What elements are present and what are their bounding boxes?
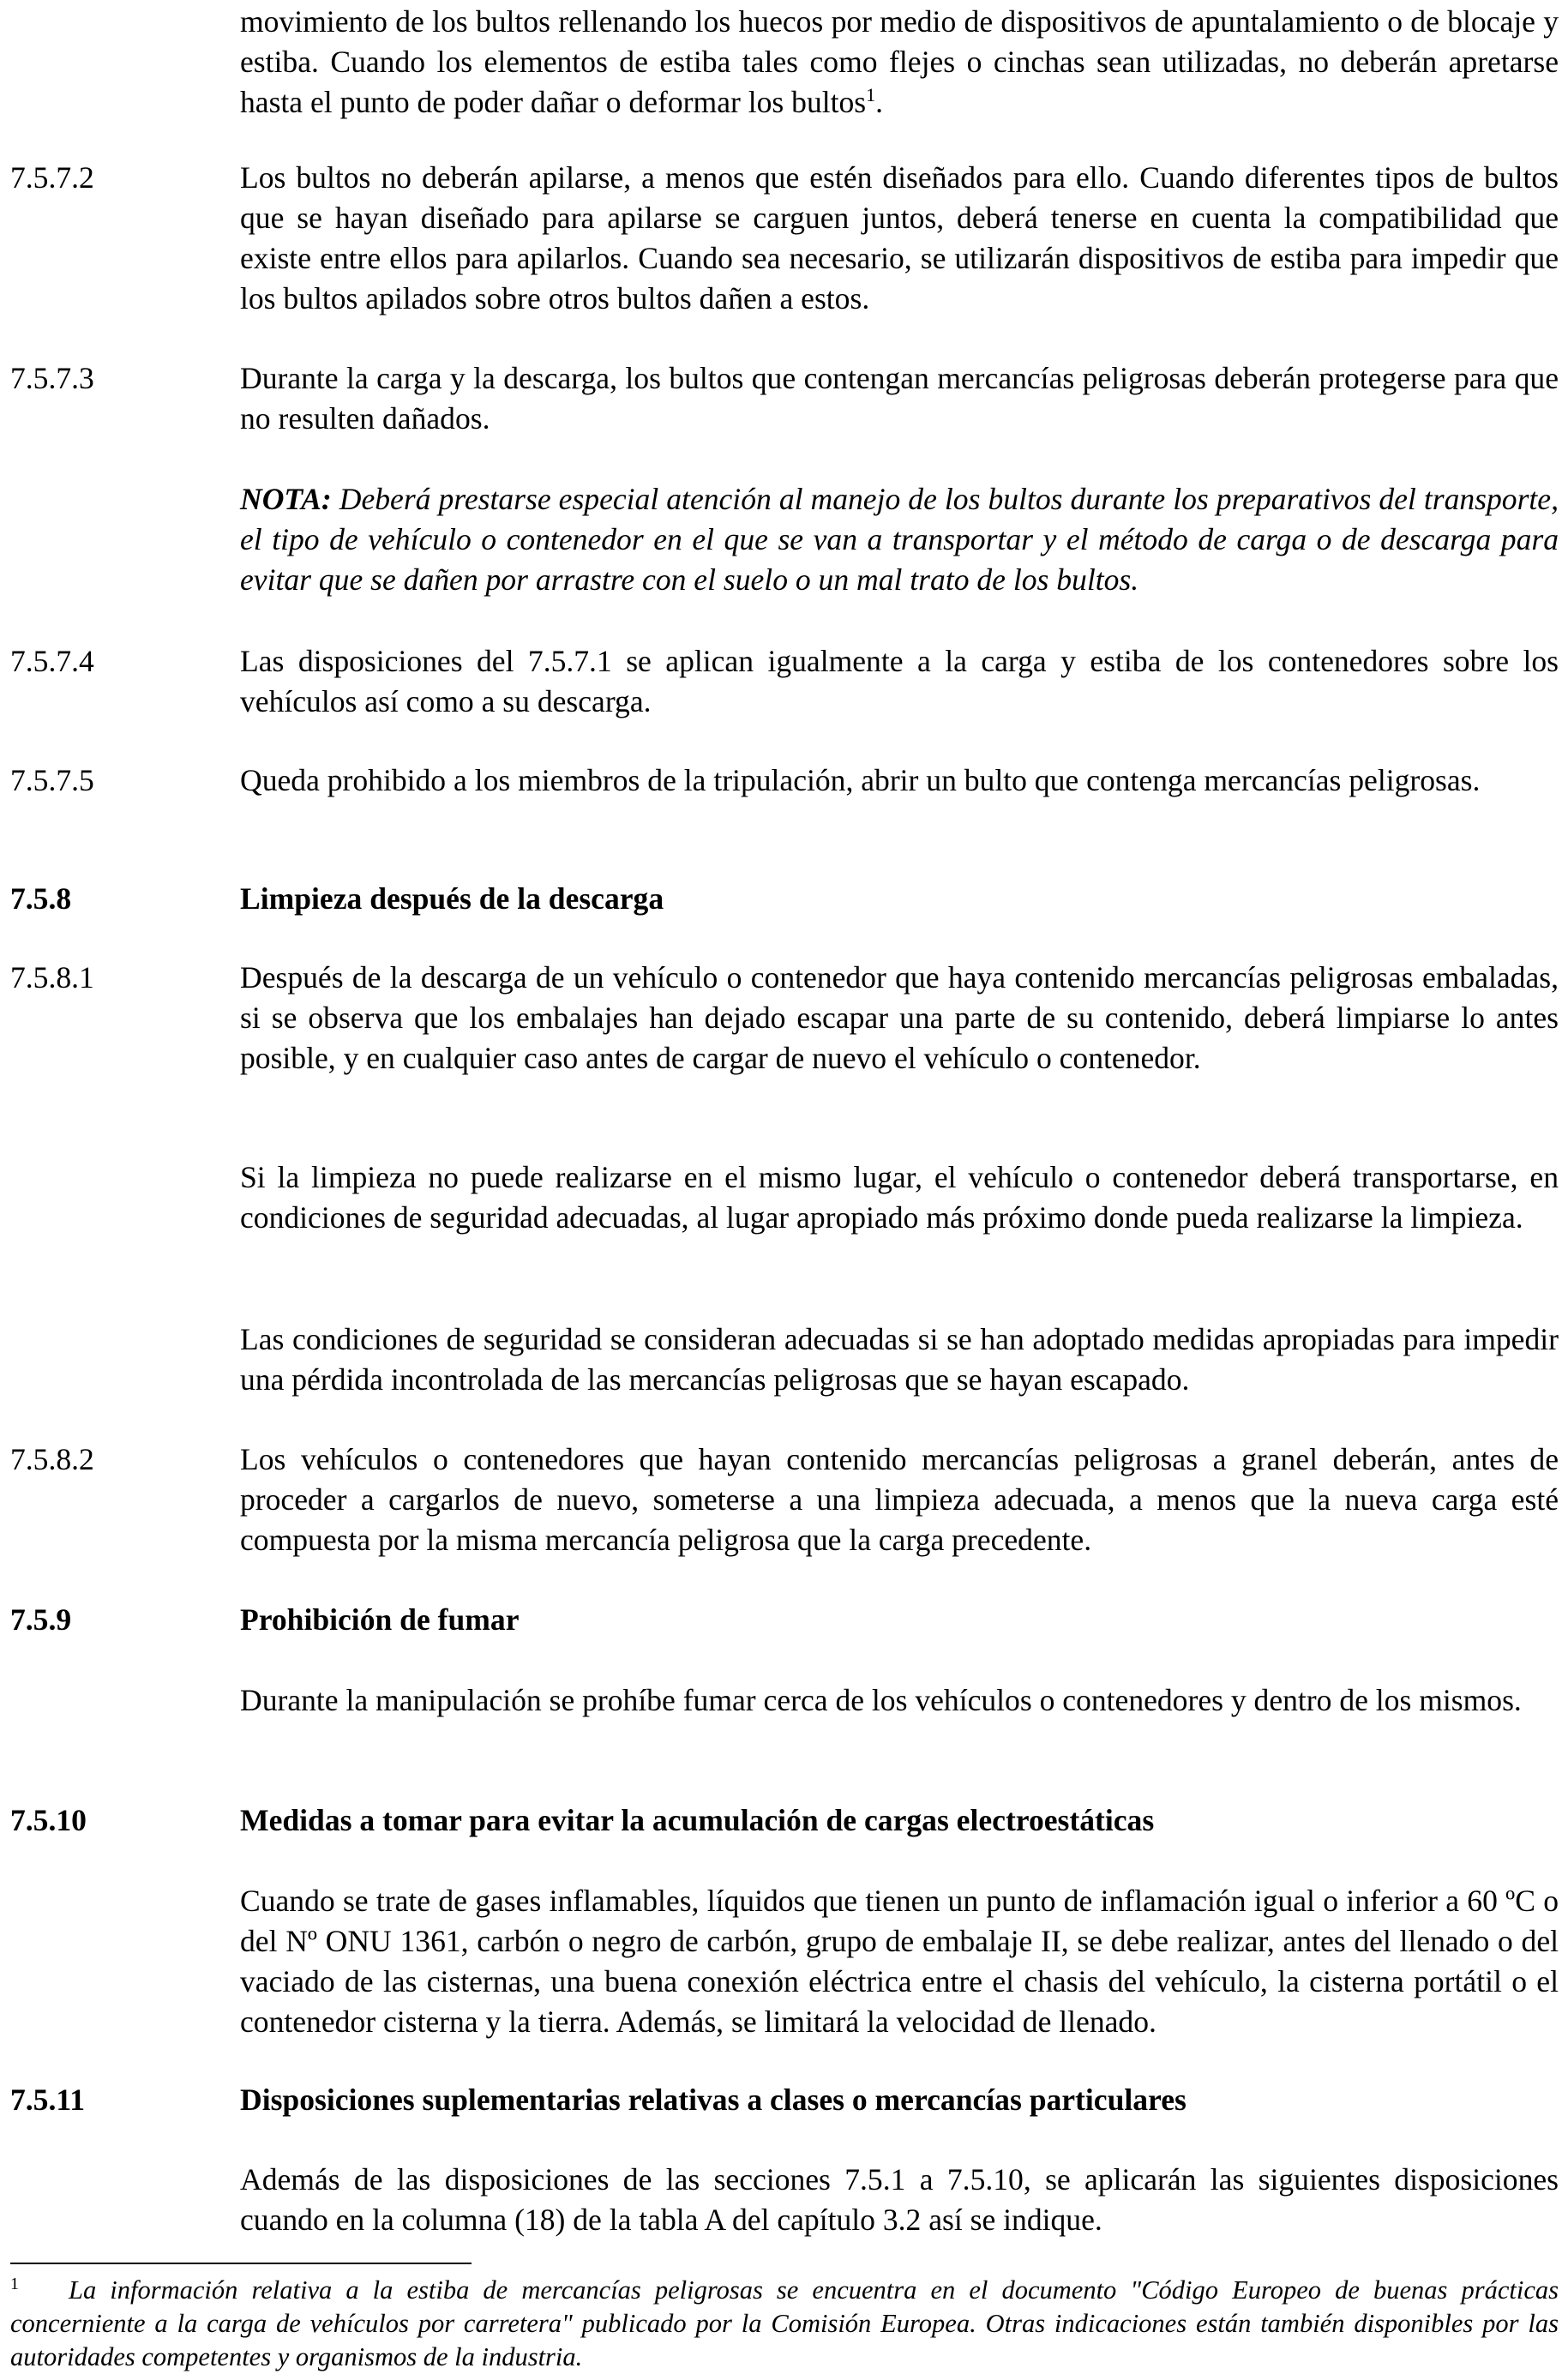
heading-7511: Disposiciones suplementarias relativas a clases o mercancías particulares [240,2082,1187,2117]
section-text-7581-p3: Las condiciones de seguridad se consideran adecuadas si se han adoptado medidas apropiadas para impedir una pérdida incontrolada de las mercancías peligrosas que se hayan escapado. [240,1322,1559,1397]
section-text-7581-p1: Después de la descarga de un vehículo o contenedor que haya contenido mercancías peligrosas embaladas, si se observa que los embalajes han dejado escapar una parte de su contenido, deberá limpiarse lo antes posible, y en cualquier caso antes de cargar de nuevo el vehículo o contenedor. [240,960,1559,1075]
note-paragraph [240,479,1559,600]
footnote-mark: 1 [10,2274,19,2293]
heading-number-7511: 7.5.11 [10,2082,85,2117]
section-text-7573: Durante la carga y la descarga, los bultos que contengan mercancías peligrosas deberán protegerse para que no resulten dañados. [240,361,1559,436]
section-text-7510: Cuando se trate de gases inflamables, líquidos que tienen un punto de inflamación igual o inferior a 60 ºC o del Nº ONU 1361, carbón o negro de carbón, grupo de embalaje II, se debe realizar, antes del llenado o del vaciado de las cisternas, una buena conexión eléctrica entre el chasis del vehículo, la cisterna portátil o el contenedor cisterna y la tierra. Además, se limitará la velocidad de llenado. [240,1884,1559,2039]
section-text-7582: Los vehículos o contenedores que hayan contenido mercancías peligrosas a granel deberán, antes de proceder a cargarlos de nuevo, someterse a una limpieza adecuada, a menos que la nueva carga esté compuesta por la misma mercancía peligrosa que la carga precedente. [240,1442,1559,1557]
heading-number-758: 7.5.8 [10,881,72,916]
section-number-7575: 7.5.7.5 [10,763,94,797]
footnote-separator [10,2263,472,2264]
section-number-7573: 7.5.7.3 [10,361,94,395]
footnote-text: La información relativa a la estiba de mercancías peligrosas se encuentra en el documento "Código Europeo de buenas prácticas concerniente a la carga de vehículos por carretera" publicado por la Comisión Europea. Otras indicaciones están también disponibles por las autoridades competentes y organismos de la industria. [10,2275,1559,2371]
section-text-759: Durante la manipulación se prohíbe fumar cerca de los vehículos o contenedores y dentro de los mismos. [240,1683,1522,1717]
heading-759: Prohibición de fumar [240,1602,520,1637]
footnote-reference[interactable]: 1 [866,84,876,106]
section-text-7574: Las disposiciones del 7.5.7.1 se aplican igualmente a la carga y estiba de los contenedores sobre los vehículos así como a su descarga. [240,644,1559,718]
heading-number-7510: 7.5.10 [10,1803,87,1837]
heading-758: Limpieza después de la descarga [240,881,664,916]
heading-7510: Medidas a tomar para evitar la acumulación de cargas electroestáticas [240,1803,1155,1837]
section-number-7572: 7.5.7.2 [10,160,94,195]
section-text-7581-p2: Si la limpieza no puede realizarse en el mismo lugar, el vehículo o contenedor deberá transportarse, en condiciones de seguridad adecuadas, al lugar apropiado más próximo donde pueda realizarse la limpieza. [240,1160,1559,1235]
heading-number-759: 7.5.9 [10,1602,72,1637]
section-text-7575: Queda prohibido a los miembros de la tripulación, abrir un bulto que contenga mercancías peligrosas. [240,763,1481,797]
intro-paragraph: movimiento de los bultos rellenando los huecos por medio de dispositivos de apuntalamiento o de blocaje y estiba. Cuando los elementos de estiba tales como flejes o cinchas sean utilizadas, no deberán apretarse hasta el punto de poder dañar o deformar los bultos$^1$. [240,4,1559,119]
footnote [10,2274,1559,2374]
section-number-7581: 7.5.8.1 [10,960,94,995]
section-text-7511: Además de las disposiciones de las secciones 7.5.1 a 7.5.10, se aplicarán las siguientes disposiciones cuando en la columna (18) de la tabla A del capítulo 3.2 así se indique. [240,2162,1559,2237]
note-label: NOTA: [240,482,332,516]
note-text: Deberá prestarse especial atención al manejo de los bultos durante los preparativos del transporte, el tipo de vehículo o contenedor en el que se van a transportar y el método de carga o de descarga para evitar que se dañen por arrastre con el suelo o un mal trato de los bultos. [240,482,1559,597]
section-number-7574: 7.5.7.4 [10,644,94,678]
section-number-7582: 7.5.8.2 [10,1442,94,1476]
section-text-7572: Los bultos no deberán apilarse, a menos que estén diseñados para ello. Cuando diferentes tipos de bultos que se hayan diseñado para apilarse se carguen juntos, deberá tenerse en cuenta la compatibilidad que existe entre ellos para apilarlos. Cuando sea necesario, se utilizarán dispositivos de estiba para impedir que los bultos apilados sobre otros bultos dañen a estos. [240,160,1559,316]
